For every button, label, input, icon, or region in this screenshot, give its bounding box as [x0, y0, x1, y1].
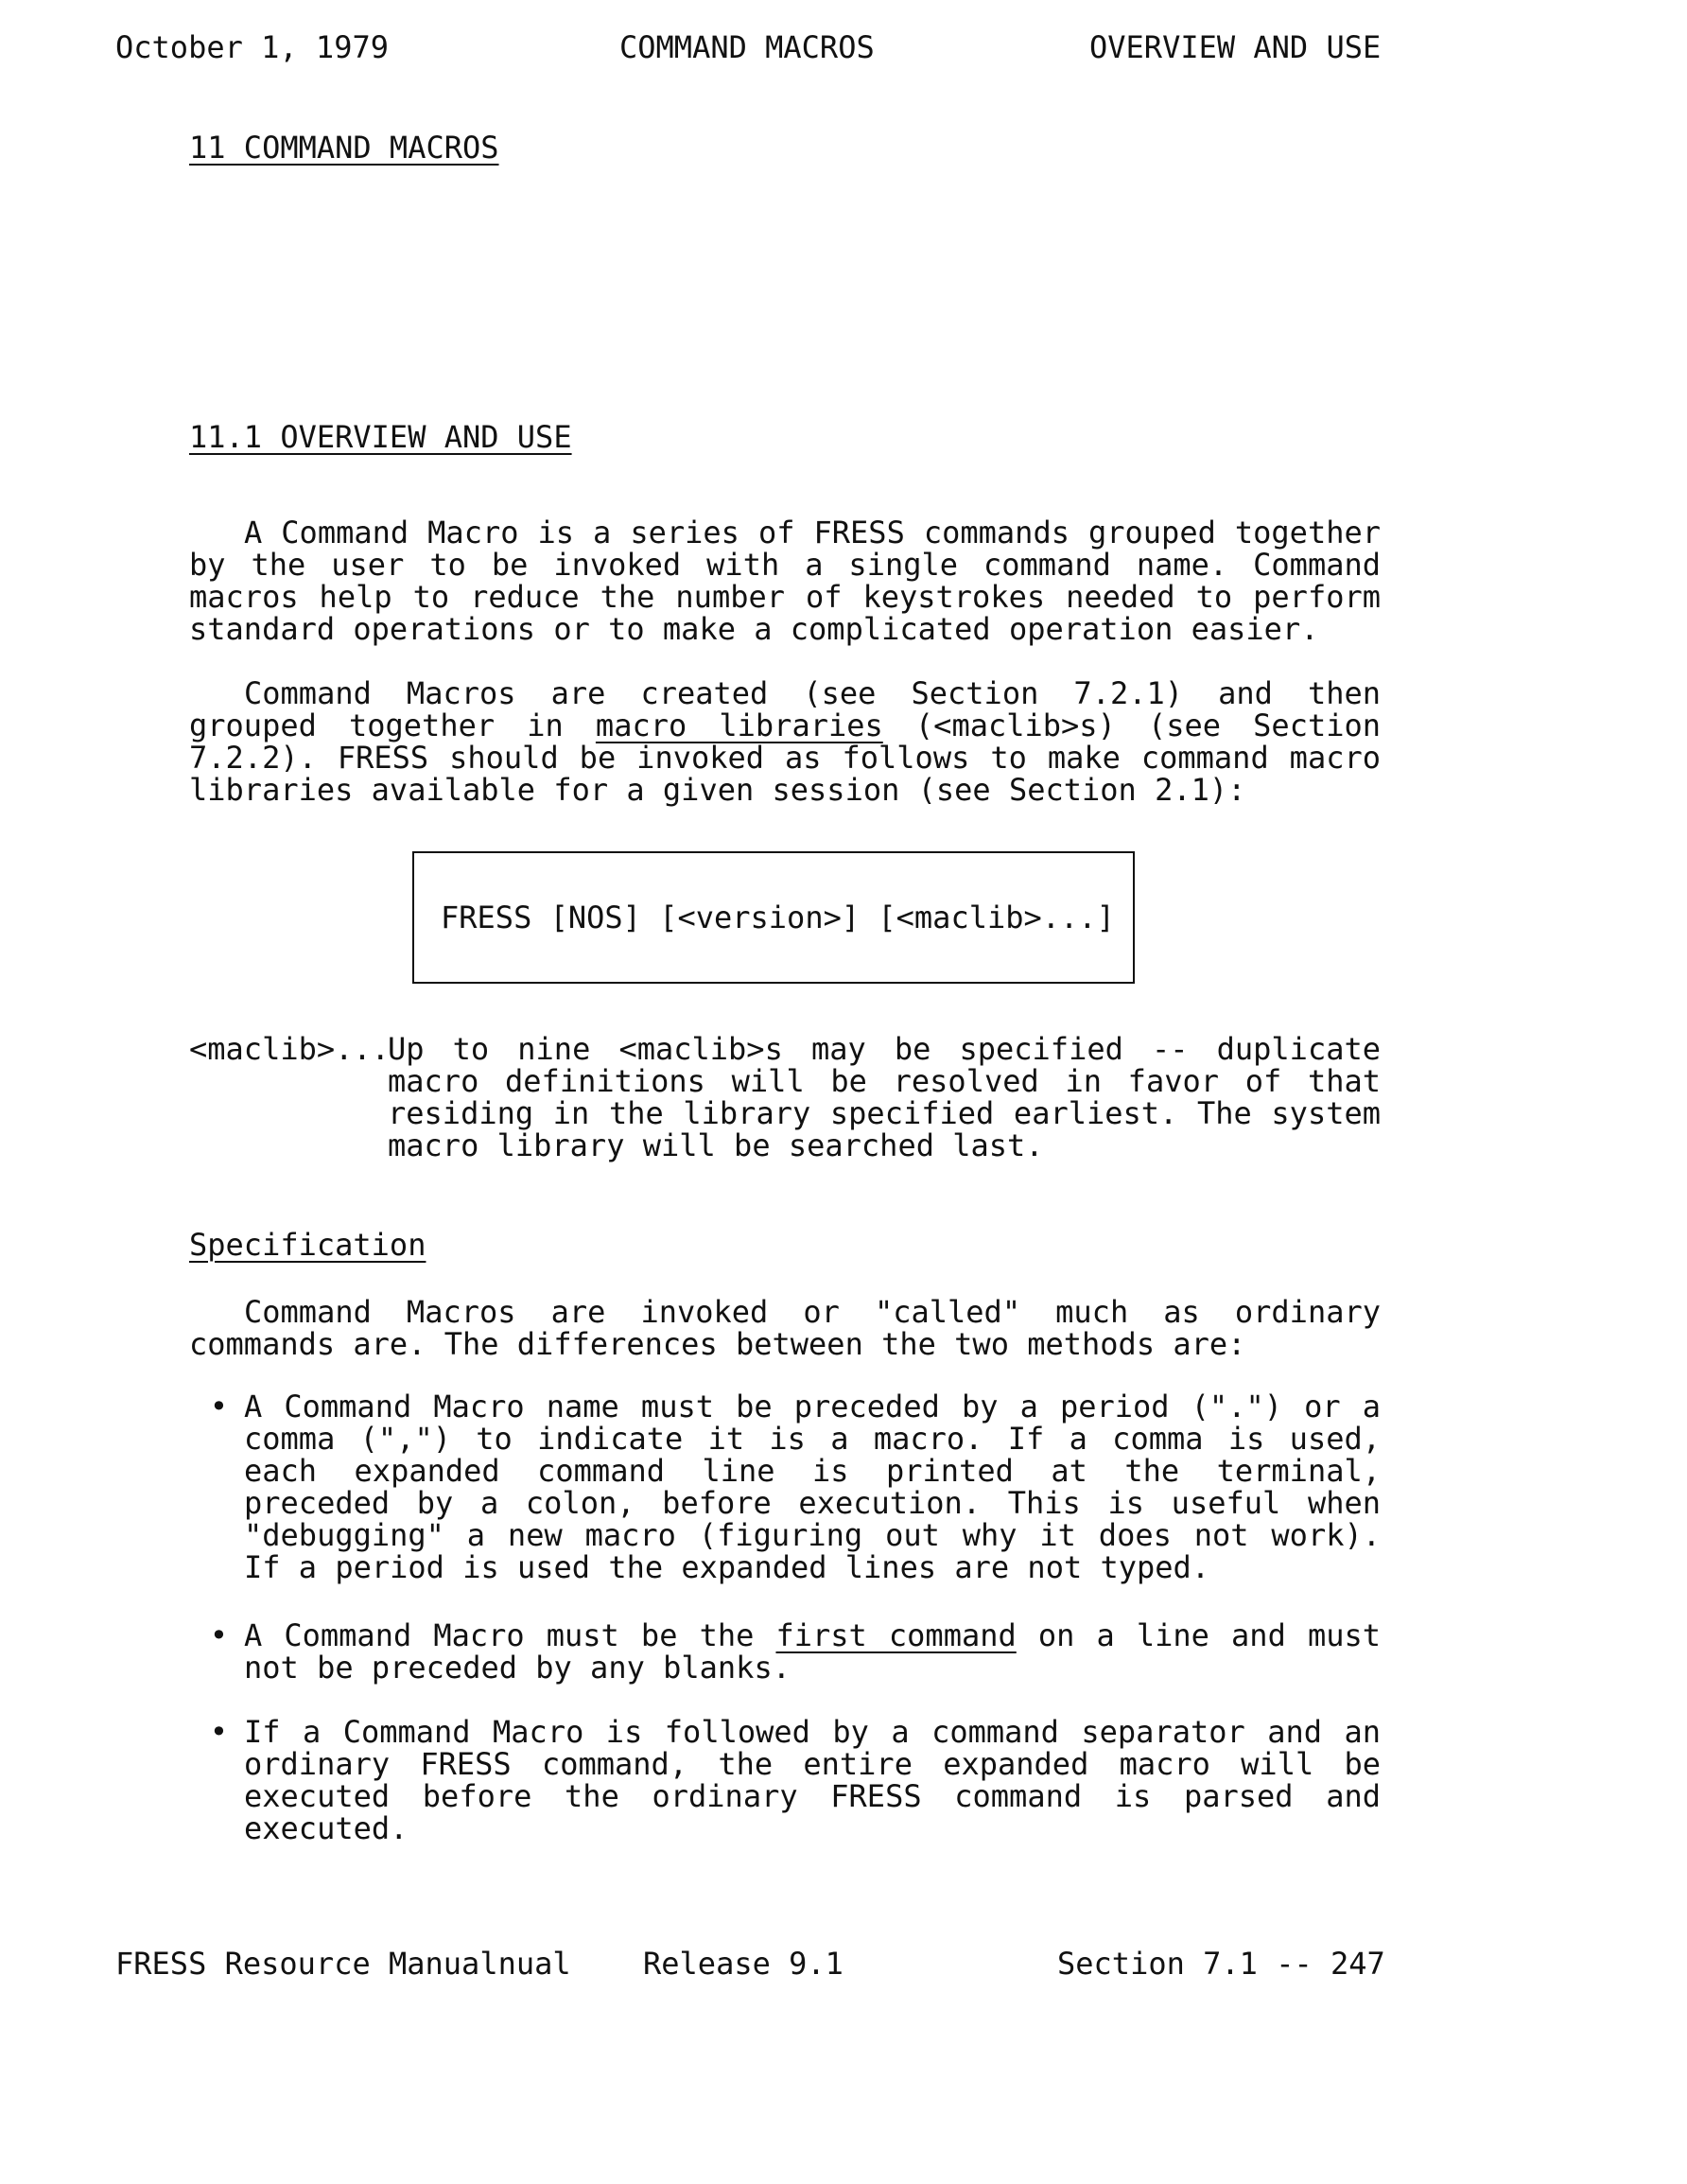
maclib-paragraph-text-1: Command Macros are created (see Section 7.2.1) and then grouped together in [189, 675, 1381, 743]
specification-heading: Specification [189, 1227, 426, 1263]
bullet-text [244, 1619, 1381, 1684]
section-title: 11.1 OVERVIEW AND USE [189, 419, 572, 455]
list-item [189, 1390, 1381, 1583]
definition-text: Up to nine <maclib>s may be specified -- duplicate macro definitions will be resolved in favor of that residing in the library specified earliest. The system macro library will be searched last. [388, 1031, 1381, 1163]
footer-page-number: Section 7.1 -- 247 [1057, 1946, 1385, 1982]
header-section: OVERVIEW AND USE [1089, 29, 1382, 65]
syntax-command: FRESS [NOS] [<version>] [<maclib>...] [441, 900, 1115, 935]
maclib-paragraph [189, 677, 1381, 806]
bullet-text-part-1: A Command Macro must be the [244, 1617, 776, 1653]
bullet-text: If a Command Macro is followed by a command separator and an ordinary FRESS command, the entire expanded macro will be executed before the ordinary FRESS command is parsed and executed. [244, 1714, 1381, 1846]
footer-manual-title: FRESS Resource Manualnual [115, 1946, 571, 1982]
header-chapter: COMMAND MACROS [619, 29, 875, 65]
specification-intro: Command Macros are invoked or "called" much as ordinary commands are. The differences between the two methods are: [189, 1294, 1381, 1362]
syntax-box [412, 851, 1135, 984]
footer-release: Release 9.1 [643, 1946, 844, 1982]
chapter-title: 11 COMMAND MACROS [189, 130, 499, 166]
intro-paragraph: A Command Macro is a series of FRESS commands grouped together by the user to be invoked with a single command name. Command macros help to reduce the number of keystrokes needed to perform standard operations or to make a complicated operation easier. [189, 515, 1381, 647]
list-item [189, 1716, 1381, 1844]
header-date: October 1, 1979 [115, 29, 389, 65]
bullet-icon: • [210, 1389, 228, 1424]
bullet-text-part-2: on a line and must not be preceded by any blanks. [244, 1617, 1382, 1686]
bullet-icon: • [210, 1714, 228, 1750]
maclib-paragraph-text-2: (<maclib>s) (see Section 7.2.2). FRESS should be invoked as follows to make command macro libraries available for a given session (see Section 2.1): [189, 708, 1382, 808]
first-command-term: first command [775, 1617, 1017, 1653]
bullet-text: A Command Macro name must be preceded by a period (".") or a comma (",") to indicate it is a macro. If a comma is used, each expanded command line is printed at the terminal, preceded by a colon, before execution. This is useful when "debugging" a new macro (figuring out why it does not work). If a period is used the expanded lines are not typed. [244, 1389, 1381, 1585]
definition-term: <maclib>... [189, 1031, 390, 1067]
macro-libraries-term: macro libraries [595, 708, 883, 743]
list-item [189, 1619, 1381, 1684]
bullet-icon: • [210, 1617, 228, 1653]
